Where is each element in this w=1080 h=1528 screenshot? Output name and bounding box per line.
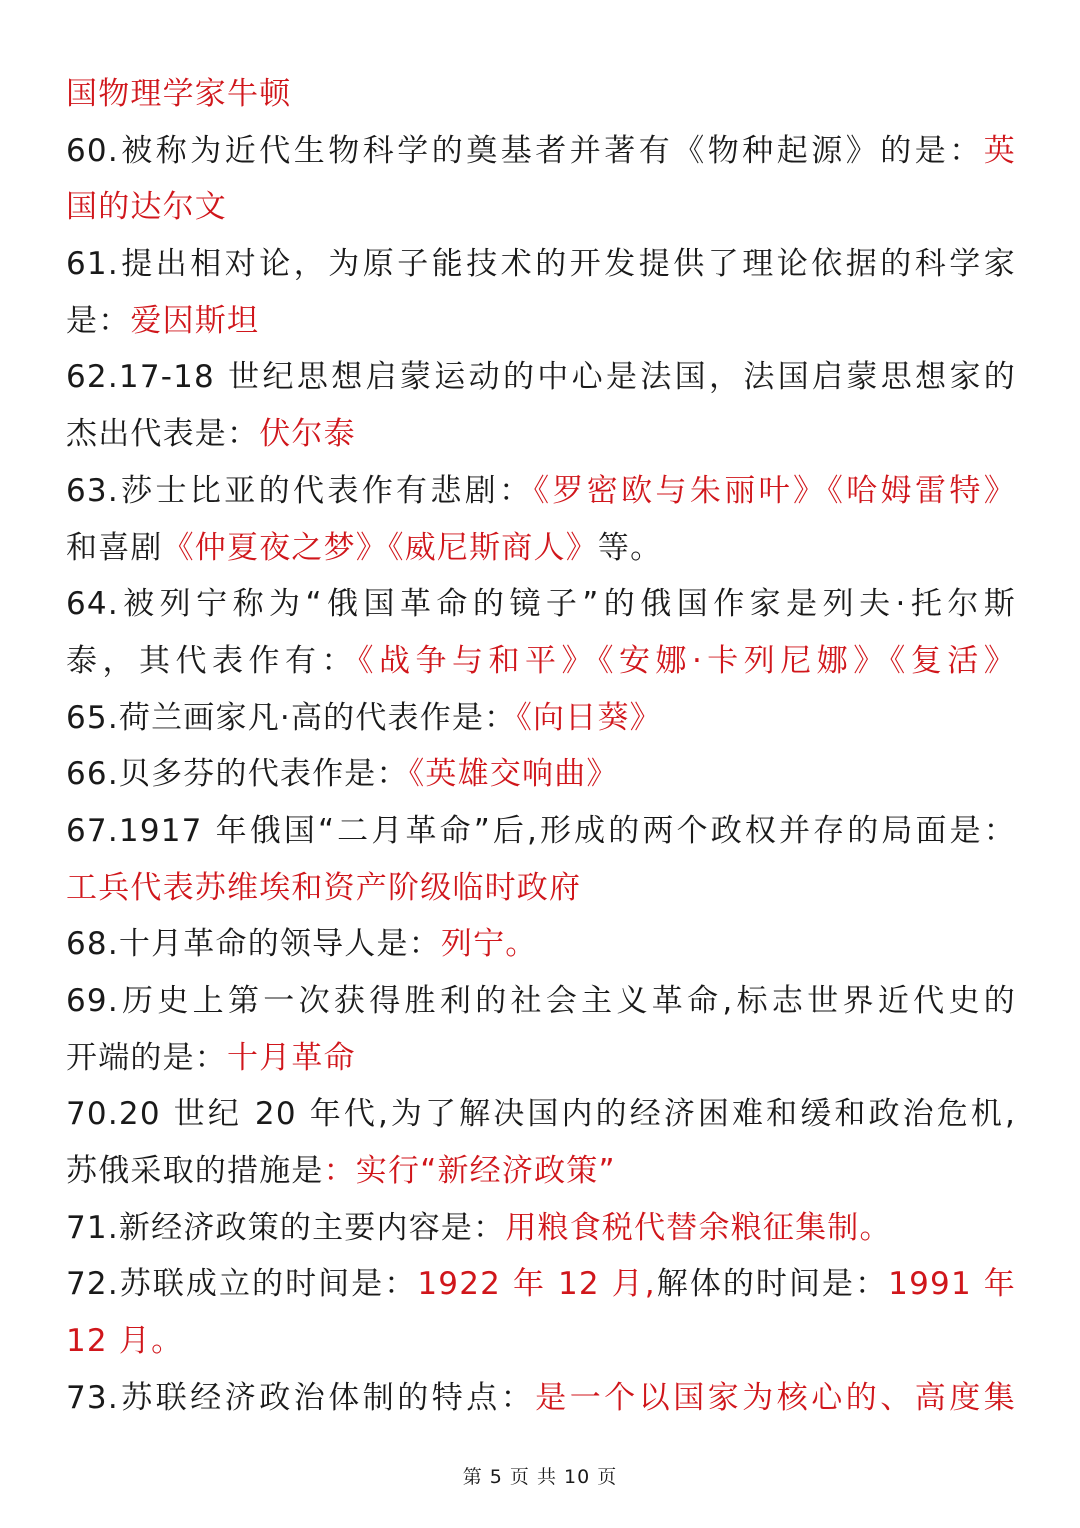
text-line	[66, 803, 1016, 860]
question-text: 64.被列宁称为“俄国革命的镜子”的俄国作家是列夫·托尔斯	[66, 586, 1016, 623]
text-line	[66, 1313, 1016, 1370]
text-line	[66, 293, 1016, 350]
answer-text: ：实行“新经济政策”	[323, 1153, 616, 1190]
question-text: 71.新经济政策的主要内容是：	[66, 1209, 506, 1246]
text-line	[66, 1143, 1016, 1200]
answer-text: 1991 年	[888, 1266, 1016, 1303]
text-line	[66, 406, 1016, 463]
text-line	[66, 1086, 1016, 1143]
answer-text: 国物理学家牛顿	[66, 76, 292, 112]
question-text: 68.十月革命的领导人是：	[66, 926, 441, 963]
answer-text: 《罗密欧与朱丽叶》《哈姆雷特》	[533, 472, 1016, 509]
text-line	[66, 690, 1016, 747]
text-line	[66, 916, 1016, 973]
answer-text: 列宁。	[440, 926, 538, 963]
text-line	[66, 1370, 1016, 1427]
text-line	[66, 123, 1016, 180]
question-text: 72.苏联成立的时间是：	[66, 1266, 418, 1303]
answer-text: 英	[983, 132, 1016, 169]
question-text: 苏俄采取的措施是	[66, 1153, 324, 1190]
question-text: 70.20 世纪 20 年代,为了解决国内的经济困难和缓和政治危机,	[66, 1096, 1016, 1133]
answer-text: 国的达尔文	[66, 189, 227, 226]
answer-text: 12 月。	[66, 1323, 184, 1360]
text-line	[66, 1256, 1016, 1313]
answer-text: 是一个以国家为核心的、高度集	[535, 1379, 1016, 1416]
question-text: 61.提出相对论，为原子能技术的开发提供了理论依据的科学家	[66, 246, 1016, 283]
text-line	[66, 236, 1016, 293]
document-body	[66, 66, 1016, 1427]
answer-text: 十月革命	[227, 1039, 356, 1076]
answer-text: 爱因斯坦	[130, 302, 260, 339]
page-footer: 第 5 页 共 10 页	[462, 1466, 618, 1488]
question-text: 泰，其代表作有：	[66, 642, 358, 679]
text-line	[66, 1030, 1016, 1087]
text-line	[66, 973, 1016, 1030]
answer-text: 《向日葵》	[516, 699, 662, 736]
text-line	[66, 576, 1016, 633]
text-line	[66, 66, 1016, 123]
answer-text: 《战争与和平》《安娜·卡列尼娜》《复活》	[357, 642, 1016, 679]
question-text: 是：	[66, 302, 131, 339]
question-text: 67.1917 年俄国“二月革命”后,形成的两个政权并存的局面是：	[66, 812, 1016, 849]
question-text: 开端的是：	[66, 1039, 227, 1076]
answer-text: 用粮食税代替余粮征集制。	[505, 1209, 892, 1246]
answer-text: 《仲夏夜之梦》《威尼斯商人》	[162, 529, 598, 566]
question-text: 等。	[597, 529, 663, 566]
question-text: 69.历史上第一次获得胜利的社会主义革命,标志世界近代史的	[66, 983, 1016, 1019]
text-line	[66, 463, 1016, 520]
question-text: 和喜剧	[66, 529, 163, 566]
answer-text: 工兵代表苏维埃和资产阶级临时政府	[66, 869, 582, 906]
question-text: 73.苏联经济政治体制的特点：	[66, 1379, 536, 1416]
question-text: 62.17-18 世纪思想启蒙运动的中心是法国，法国启蒙思想家的	[66, 359, 1016, 396]
question-text: 63.莎士比亚的代表作有悲剧：	[66, 472, 534, 509]
question-text: 60.被称为近代生物科学的奠基者并著有《物种起源》的是：	[66, 132, 984, 169]
text-line	[66, 349, 1016, 406]
question-text: 杰出代表是：	[66, 416, 260, 453]
answer-text: 《英雄交响曲》	[408, 756, 619, 793]
answer-text: 1922 年 12 月,	[417, 1266, 656, 1303]
question-text: 65.荷兰画家凡·高的代表作是：	[66, 699, 517, 736]
text-line	[66, 520, 1016, 577]
question-text: 解体的时间是：	[655, 1266, 889, 1303]
text-line	[66, 633, 1016, 690]
text-line	[66, 746, 1016, 803]
answer-text: 伏尔泰	[259, 416, 356, 453]
text-line	[66, 1200, 1016, 1257]
question-text: 66.贝多芬的代表作是：	[66, 756, 409, 793]
text-line	[66, 860, 1016, 917]
text-line	[66, 179, 1016, 236]
